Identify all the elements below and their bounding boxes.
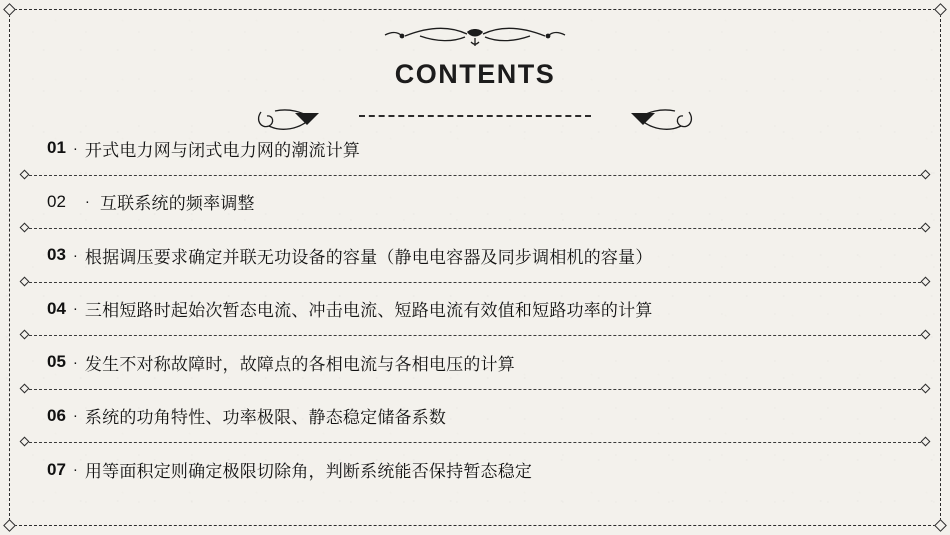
list-item-number: 01: [47, 138, 66, 158]
list-item[interactable]: [24, 443, 926, 497]
list-item[interactable]: [24, 283, 926, 337]
list-item[interactable]: [24, 176, 926, 230]
list-item-label: 系统的功角特性、功率极限、静态稳定储备系数: [84, 408, 447, 428]
list-item[interactable]: [24, 336, 926, 390]
corner-marker-top-right: [934, 3, 947, 16]
flourish-ornament-icon: [345, 22, 605, 52]
list-item-separator: ·: [84, 193, 90, 211]
list-item-separator: ·: [72, 353, 78, 371]
list-item-separator: ·: [72, 139, 78, 157]
list-item-separator: ·: [72, 461, 78, 479]
list-item-label: 三相短路时起始次暂态电流、冲击电流、短路电流有效值和短路功率的计算: [84, 301, 653, 321]
page-title: CONTENTS: [394, 58, 556, 89]
corner-marker-top-left: [3, 3, 16, 16]
list-item-label: 用等面积定则确定极限切除角，判断系统能否保持暂态稳定: [84, 462, 533, 482]
list-item[interactable]: [24, 229, 926, 283]
title-row: [0, 54, 950, 94]
list-item-separator: ·: [72, 407, 78, 425]
list-item-number: 07: [47, 459, 66, 479]
title-underline: [359, 115, 591, 117]
list-item-label: 开式电力网与闭式电力网的潮流计算: [84, 140, 361, 160]
contents-list: [24, 122, 926, 511]
list-item-number: 05: [47, 352, 66, 372]
list-item-separator: ·: [72, 300, 78, 318]
list-item[interactable]: [24, 122, 926, 176]
list-item-number: 02: [47, 191, 66, 211]
list-item-label: 互联系统的频率调整: [99, 194, 255, 214]
list-item-number: 06: [47, 405, 66, 425]
list-item-number: 04: [47, 298, 66, 318]
corner-marker-bottom-left: [3, 519, 16, 532]
slide-header: [0, 22, 950, 94]
list-item-separator: ·: [72, 246, 78, 264]
list-item-label: 根据调压要求确定并联无功设备的容量（静电电容器及同步调相机的容量）: [84, 247, 653, 267]
list-item-label: 发生不对称故障时，故障点的各相电流与各相电压的计算: [84, 354, 515, 374]
list-item[interactable]: [24, 390, 926, 444]
corner-marker-bottom-right: [934, 519, 947, 532]
list-item-number: 03: [47, 245, 66, 265]
